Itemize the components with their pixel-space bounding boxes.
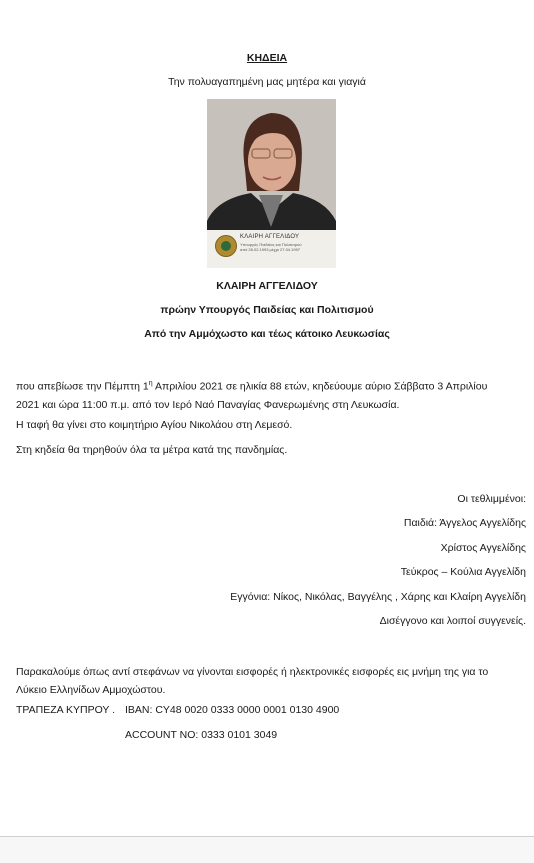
mourners-child-2: Χρίστος Αγγελίδης bbox=[440, 542, 526, 554]
iban-number: IBAN: CY48 0020 0333 0000 0001 0130 4900 bbox=[125, 704, 340, 716]
deceased-name: ΚΛΑΙΡΗ ΑΓΓΕΛΙΔΟΥ bbox=[216, 280, 318, 292]
page-bottom-edge bbox=[0, 836, 534, 863]
photo-caption-name: ΚΛΑΙΡΗ ΑΓΓΕΛΙΔΟΥ bbox=[240, 234, 300, 240]
donation-request: Παρακαλούμε όπως αντί στεφάνων να γίνονται εισφορές ή ηλεκτρονικές εισφορές εις μνήμη της για το Λύκειο Ελληνίδων Αμμοχώστου. bbox=[16, 666, 489, 696]
intro-line: Την πολυαγαπημένη μας μητέρα και γιαγιά bbox=[168, 76, 366, 88]
mourners-header: Οι τεθλιμμένοι: bbox=[457, 493, 526, 505]
notice-heading: ΚΗΔΕΙΑ bbox=[246, 52, 288, 64]
mourners-children: Παιδιά: Άγγελος Αγγελίδης bbox=[403, 517, 526, 529]
coat-of-arms-icon bbox=[215, 235, 237, 257]
pandemic-note: Στη κηδεία θα τηρηθούν όλα τα μέτρα κατά της πανδημίας. bbox=[16, 444, 288, 456]
portrait-photo bbox=[207, 99, 336, 268]
account-number: ACCOUNT NO: 0333 0101 3049 bbox=[125, 729, 278, 741]
mourners-others: Δισέγγονο και λοιποί συγγενείς. bbox=[379, 615, 526, 627]
bank-name: ΤΡΑΠΕΖΑ ΚΥΠΡΟΥ . bbox=[16, 704, 116, 716]
deceased-origin: Από την Αμμόχωστο και τέως κάτοικο Λευκωσίας bbox=[144, 328, 390, 340]
photo-caption-lines: Υπουργός Παιδείας και Πολιτισμού από 28.02.1993 μέχρι 27.04.1997 bbox=[240, 242, 302, 252]
announcement-paragraph: που απεβίωσε την Πέμπτη $1^\eta$ Απριλίου 2021 σε ηλικία 88 ετών, κηδεύουμε αύριο Σάββατο 3 Απριλίου 2021 και ώρα 11:00 π.μ. από τον Ιερό Ναό Παναγίας Φανερωμένης στη Λευκωσία. bbox=[16, 380, 488, 411]
mourners-grandchildren: Εγγόνια: Νίκος, Νικόλας, Βαγγέλης , Χάρης και Κλαίρη Αγγελίδη bbox=[230, 591, 526, 603]
deceased-role: πρώην Υπουργός Παιδείας και Πολιτισμού bbox=[160, 304, 374, 316]
mourners-sibling: Τεύκρος – Κούλια Αγγελίδη bbox=[400, 566, 526, 578]
burial-info: Η ταφή θα γίνει στο κοιμητήριο Αγίου Νικολάου στη Λεμεσό. bbox=[16, 419, 293, 431]
